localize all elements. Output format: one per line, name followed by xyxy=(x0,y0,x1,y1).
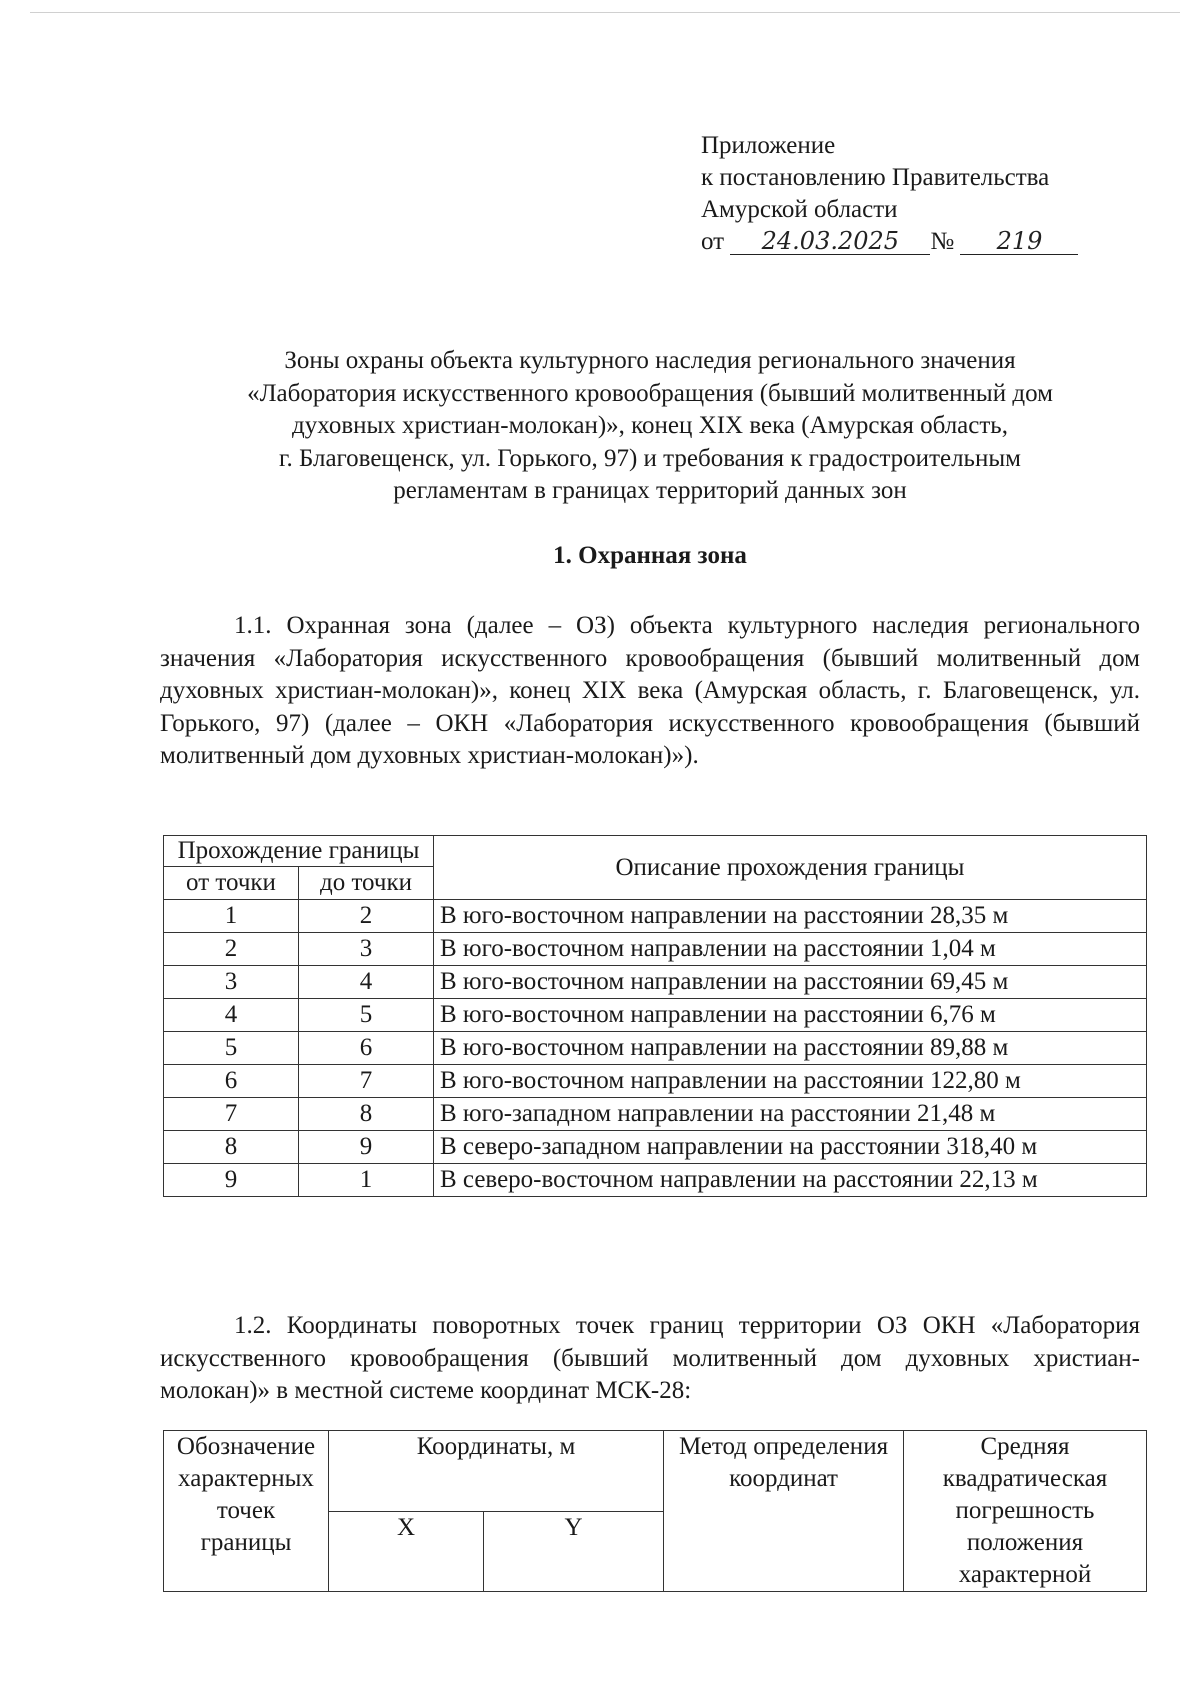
handwritten-date: 24.03.2025 xyxy=(730,228,930,255)
cell-from: 7 xyxy=(164,1098,299,1131)
approval-line-1: Приложение xyxy=(701,132,836,159)
cell-desc: В юго-восточном направлении на расстоянии 1,04 м xyxy=(434,933,1147,966)
coordinates-table xyxy=(163,1430,1147,1592)
handwritten-number: 219 xyxy=(960,228,1078,255)
paragraph-1-2 xyxy=(160,1310,1140,1408)
header-desc: Описание прохождения границы xyxy=(434,836,1147,900)
cell-to: 3 xyxy=(299,933,434,966)
approval-date-row xyxy=(701,226,1078,258)
page-top-edge xyxy=(30,12,1180,13)
table-row xyxy=(164,1032,1147,1065)
number-sign: № xyxy=(930,228,955,255)
cell-desc: В северо-западном направлении на расстоянии 318,40 м xyxy=(434,1131,1147,1164)
paragraph-1-2-text: 1.2. Координаты поворотных точек границ территории ОЗ ОКН «Лаборатория искусственного кровообращения (бывший молитвенный дом духовных христиан-молокан)» в местной системе координат МСК-28: xyxy=(160,1312,1140,1404)
table-row xyxy=(164,933,1147,966)
cell-from: 6 xyxy=(164,1065,299,1098)
document-title xyxy=(160,345,1140,508)
paragraph-1-1 xyxy=(160,610,1140,773)
cell-desc: В юго-восточном направлении на расстоянии 69,45 м xyxy=(434,966,1147,999)
title-line: регламентам в границах территорий данных зон xyxy=(393,477,907,504)
cell-to: 5 xyxy=(299,999,434,1032)
cell-from: 1 xyxy=(164,900,299,933)
header-point-designation: Обозначение характерных точек границы xyxy=(164,1431,329,1592)
cell-from: 2 xyxy=(164,933,299,966)
table-row xyxy=(164,999,1147,1032)
cell-from: 3 xyxy=(164,966,299,999)
table-row xyxy=(164,1098,1147,1131)
header-method: Метод определения координат xyxy=(664,1431,904,1592)
cell-to: 2 xyxy=(299,900,434,933)
approval-line-2: к постановлению Правительства xyxy=(701,164,1050,191)
title-line: г. Благовещенск, ул. Горького, 97) и требования к градостроительным xyxy=(279,444,1021,472)
header-from: от точки xyxy=(164,867,299,900)
section-heading: 1. Охранная зона xyxy=(553,542,747,569)
table-row xyxy=(164,900,1147,933)
cell-desc: В юго-восточном направлении на расстоянии 89,88 м xyxy=(434,1032,1147,1065)
header-x: X xyxy=(329,1511,484,1592)
cell-from: 5 xyxy=(164,1032,299,1065)
header-coordinates: Координаты, м xyxy=(329,1431,664,1512)
table-row xyxy=(164,1131,1147,1164)
header-to: до точки xyxy=(299,867,434,900)
table-row xyxy=(164,966,1147,999)
cell-desc: В юго-восточном направлении на расстоянии 28,35 м xyxy=(434,900,1147,933)
cell-desc: В юго-восточном направлении на расстоянии 6,76 м xyxy=(434,999,1147,1032)
cell-to: 4 xyxy=(299,966,434,999)
title-line: духовных христиан-молокан)», конец XIX века (Амурская область, xyxy=(292,412,1008,439)
date-prefix: от xyxy=(701,228,725,255)
cell-to: 1 xyxy=(299,1164,434,1197)
cell-to: 6 xyxy=(299,1032,434,1065)
cell-from: 4 xyxy=(164,999,299,1032)
cell-from: 9 xyxy=(164,1164,299,1197)
title-line: «Лаборатория искусственного кровообращения (бывший молитвенный дом xyxy=(247,379,1053,407)
cell-desc: В юго-восточном направлении на расстоянии 122,80 м xyxy=(434,1065,1147,1098)
cell-to: 8 xyxy=(299,1098,434,1131)
title-line: Зоны охраны объекта культурного наследия регионального значения xyxy=(284,347,1016,374)
boundary-table xyxy=(163,835,1147,1197)
header-group: Прохождение границы xyxy=(164,836,434,867)
cell-to: 7 xyxy=(299,1065,434,1098)
cell-to: 9 xyxy=(299,1131,434,1164)
table-row xyxy=(164,1164,1147,1197)
approval-line-3: Амурской области xyxy=(701,196,898,223)
table-row xyxy=(164,1065,1147,1098)
cell-from: 8 xyxy=(164,1131,299,1164)
header-y: Y xyxy=(484,1511,664,1592)
paragraph-1-1-text: 1.1. Охранная зона (далее – ОЗ) объекта культурного наследия регионального значения «Лаборатория искусственного кровообращения (бывший молитвенный дом духовных христиан-молокан)», конец XIX века (Амурская область, г. Благовещенск, ул. Горького, 97) (далее – ОКН «Лаборатория искусственного кровообращения (бывший молитвенный дом духовных христиан-молокан)»). xyxy=(160,612,1140,769)
approval-block xyxy=(701,130,1078,258)
cell-desc: В северо-восточном направлении на расстоянии 22,13 м xyxy=(434,1164,1147,1197)
cell-desc: В юго-западном направлении на расстоянии 21,48 м xyxy=(434,1098,1147,1131)
header-error: Средняя квадратическая погрешность положения характерной xyxy=(904,1431,1147,1592)
